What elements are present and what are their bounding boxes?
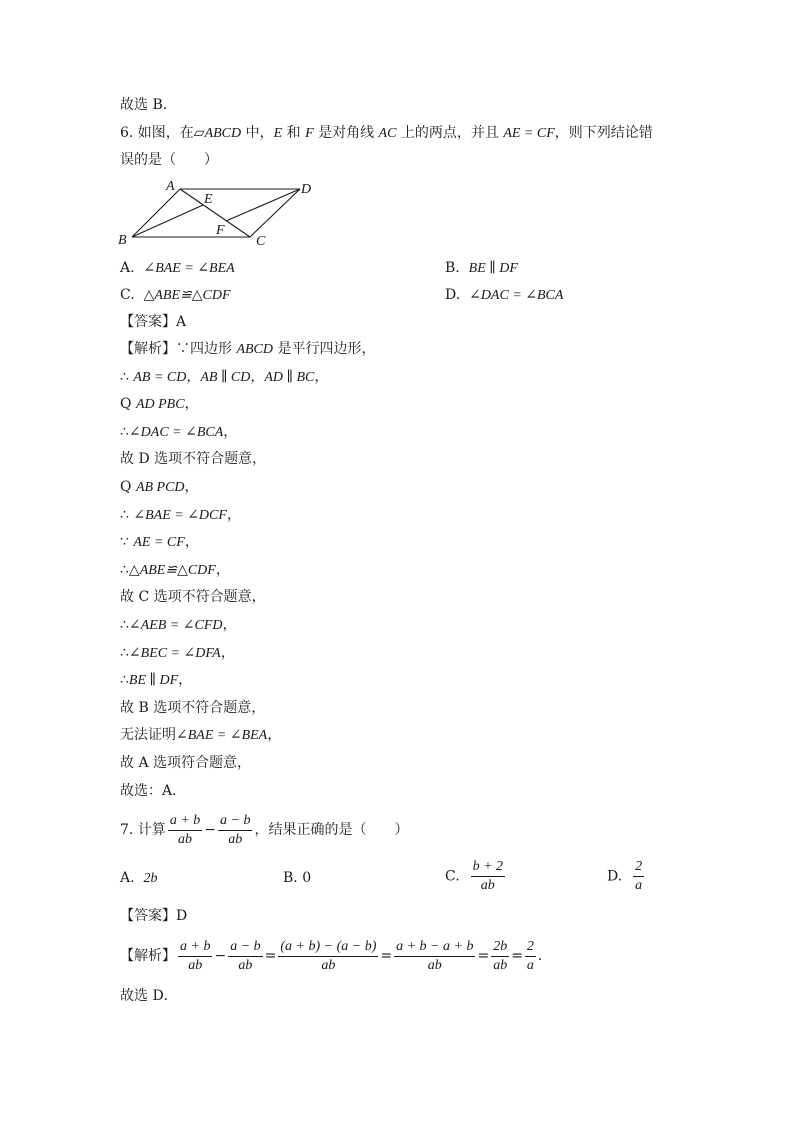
solution-text: 故 C 选项不符合题意， <box>120 589 266 606</box>
option-value: BE ∥ DF <box>468 261 518 276</box>
q6-stem-line1 <box>120 124 653 143</box>
numerator: 2 <box>525 938 536 957</box>
solution-text: ∵ <box>120 534 134 551</box>
q7-stem <box>120 811 408 849</box>
solution-math: ∠AEB = ∠CFD <box>128 618 223 633</box>
answer-tag: 【答案】 <box>120 314 176 330</box>
q6-solution-line <box>120 533 199 552</box>
denominator: ab <box>188 957 203 973</box>
solution-text: ， <box>314 368 329 385</box>
option-value: △ABE≌△CDF <box>143 288 231 303</box>
q6-solution-line <box>120 644 235 663</box>
q6-solution-line <box>120 782 186 801</box>
q6-solution-line <box>120 506 241 525</box>
option-value: 2b <box>143 871 158 886</box>
denominator: ab <box>238 957 253 973</box>
segment-be <box>132 205 203 237</box>
q6-solution-line <box>120 754 251 773</box>
solution-text: Q <box>120 396 136 413</box>
equals-sign: = <box>264 948 277 964</box>
option-key: B. <box>283 870 298 886</box>
sol-fraction-1 <box>178 938 212 975</box>
option-key: B. <box>445 260 460 276</box>
option-key: C. <box>120 287 135 303</box>
denominator: ab <box>427 957 442 973</box>
answer-value: D <box>176 908 188 924</box>
option-value: 0 <box>302 870 312 886</box>
solution-text: ∴ <box>120 644 129 661</box>
numerator: a + b <box>178 938 212 957</box>
solution-text: Q <box>120 479 136 495</box>
solution-math: ∠BAE = ∠DCF <box>133 507 227 523</box>
q7-fraction-1 <box>168 812 202 849</box>
numerator: b + 2 <box>471 858 505 877</box>
solution-text: ∴ <box>120 368 134 385</box>
solution-text: ， <box>184 396 199 413</box>
option-value: ∠BAE = ∠BEA <box>143 261 235 276</box>
solution-math: AB PCD <box>135 480 185 495</box>
numerator: 2 <box>633 858 644 877</box>
solution-math: ∠BEC = ∠DFA <box>128 645 221 661</box>
solution-text: ， <box>220 644 235 661</box>
prev-conclusion: 故选 B． <box>120 97 177 113</box>
sol-fraction-3 <box>278 938 378 975</box>
solution-text: 无法证明 <box>120 727 176 744</box>
q6-text: 上的两点，并且 <box>396 125 504 141</box>
option-key: D. <box>607 868 623 885</box>
label-c: C <box>256 234 266 249</box>
side-cd <box>250 189 300 237</box>
q7-option-a <box>120 869 157 888</box>
q6-solution-line <box>120 699 265 718</box>
q6-solution-line <box>120 450 266 469</box>
q6-math: E <box>273 126 283 141</box>
option-key: A. <box>120 870 135 886</box>
solution-math: ∠BAE = ∠BEA <box>176 728 268 744</box>
q6-math: F <box>305 126 314 141</box>
option-fraction <box>471 858 505 895</box>
label-d: D <box>301 182 312 197</box>
denominator: ab <box>480 878 495 893</box>
q6-solution-line <box>120 616 237 635</box>
parallelogram-figure <box>110 174 330 254</box>
q7-text: ，结果正确的是（ ） <box>254 822 409 838</box>
sol-fraction-6 <box>525 938 536 975</box>
equals-sign: = <box>380 948 393 964</box>
q6-math: AC <box>378 126 397 141</box>
q7-solution <box>120 937 552 975</box>
solution-text: ∴ <box>120 617 129 633</box>
q6-solution-line <box>120 368 328 387</box>
solution-text: ， <box>226 506 241 523</box>
solution-text: ， <box>222 617 237 633</box>
solution-math: △ABE≌△CDF <box>128 562 216 578</box>
option-key: A. <box>120 260 135 276</box>
answer-tag: 【答案】 <box>120 908 176 924</box>
label-a: A <box>166 179 175 194</box>
q6-math: AE = CF <box>503 126 555 141</box>
minus-sign: − <box>204 822 216 838</box>
equals-sign: = <box>477 948 490 964</box>
numerator: a − b <box>218 812 252 831</box>
option-key: D. <box>445 287 461 303</box>
q7-fraction-2 <box>218 812 252 849</box>
solution-text: ∴ <box>120 506 134 523</box>
numerator: 2b <box>491 938 509 957</box>
q6-solution-line <box>120 561 230 580</box>
q6-stem-line2: 误的是（ ） <box>120 152 218 168</box>
solution-text: ∴ <box>120 423 129 440</box>
q6-text: 6. 如图，在▱ <box>120 125 205 141</box>
option-key: C. <box>445 868 460 885</box>
q7-text: 7. 计算 <box>120 822 166 838</box>
q6-option-b <box>445 259 518 278</box>
denominator: ab <box>321 957 336 973</box>
denominator: a <box>635 878 643 893</box>
period: ． <box>537 948 552 964</box>
denominator: ab <box>493 957 508 973</box>
solution-tag: 【解析】 <box>120 948 176 964</box>
solution-math: ∠DAC = ∠BCA <box>128 424 224 440</box>
q7-final: 故选 D． <box>120 988 178 1004</box>
denominator: a <box>526 957 534 973</box>
q6-math: ABCD <box>204 126 242 141</box>
q6-solution-line <box>120 726 281 745</box>
solution-text: ， <box>184 479 199 495</box>
solution-math: AD PBC <box>135 397 185 413</box>
solution-text: ， <box>223 423 238 440</box>
q7-option-c <box>445 858 507 895</box>
q6-solution-line <box>120 395 199 414</box>
side-ab <box>132 189 180 237</box>
label-b: B <box>118 233 127 248</box>
numerator: (a + b) − (a − b) <box>278 938 378 957</box>
solution-math: ABCD <box>236 342 274 357</box>
q6-answer <box>120 313 186 331</box>
solution-math: AB = CD，AB ∥ CD，AD ∥ BC <box>133 369 315 385</box>
option-fraction <box>633 858 644 895</box>
diagonal-ac <box>180 189 250 237</box>
option-value: ∠DAC = ∠BCA <box>469 288 564 303</box>
solution-text: ， <box>178 672 193 689</box>
numerator: a + b <box>168 812 202 831</box>
equals-sign: = <box>511 948 523 964</box>
q6-option-c <box>120 286 231 305</box>
solution-text: ， <box>184 534 199 551</box>
q6-solution-line <box>120 671 192 690</box>
q6-solution-line <box>120 478 199 497</box>
q6-option-a <box>120 259 235 278</box>
numerator: a − b <box>228 938 262 957</box>
q6-text: 和 <box>282 125 306 141</box>
q6-solution-line <box>120 423 237 442</box>
q7-option-d <box>607 858 646 895</box>
sol-fraction-4 <box>394 938 475 975</box>
label-e: E <box>204 192 213 207</box>
solution-text: ， <box>215 561 230 578</box>
q7-option-b <box>283 869 311 887</box>
q6-text: 中， <box>241 125 274 141</box>
q6-solution-line <box>120 340 375 359</box>
solution-text: 故 D 选项不符合题意， <box>120 451 267 468</box>
q6-option-d <box>445 286 563 305</box>
denominator: ab <box>228 831 243 847</box>
solution-text: ∴ <box>120 561 129 578</box>
solution-text: ， <box>267 727 282 744</box>
q6-text: ，则下列结论错 <box>554 125 653 141</box>
solution-math: BE ∥ DF <box>128 673 179 689</box>
q6-solution-line <box>120 588 266 607</box>
denominator: ab <box>178 831 193 847</box>
solution-math: AE = CF <box>133 535 185 551</box>
sol-fraction-2 <box>228 938 262 975</box>
q7-answer <box>120 907 187 925</box>
answer-value: A <box>176 314 187 330</box>
solution-text: 故选：A． <box>120 782 187 799</box>
label-f: F <box>216 223 225 238</box>
solution-text: 【解析】∵四边形 <box>120 341 237 357</box>
minus-sign: − <box>214 948 227 964</box>
solution-text: 是平行四边形， <box>273 341 376 357</box>
q6-text: 是对角线 <box>313 125 379 141</box>
solution-text: 故 B 选项不符合题意， <box>120 699 266 716</box>
sol-fraction-5 <box>491 938 509 975</box>
solution-text: ∴ <box>120 672 129 689</box>
segment-fd <box>226 189 300 221</box>
numerator: a + b − a + b <box>394 938 475 957</box>
solution-text: 故 A 选项符合题意， <box>120 755 252 771</box>
